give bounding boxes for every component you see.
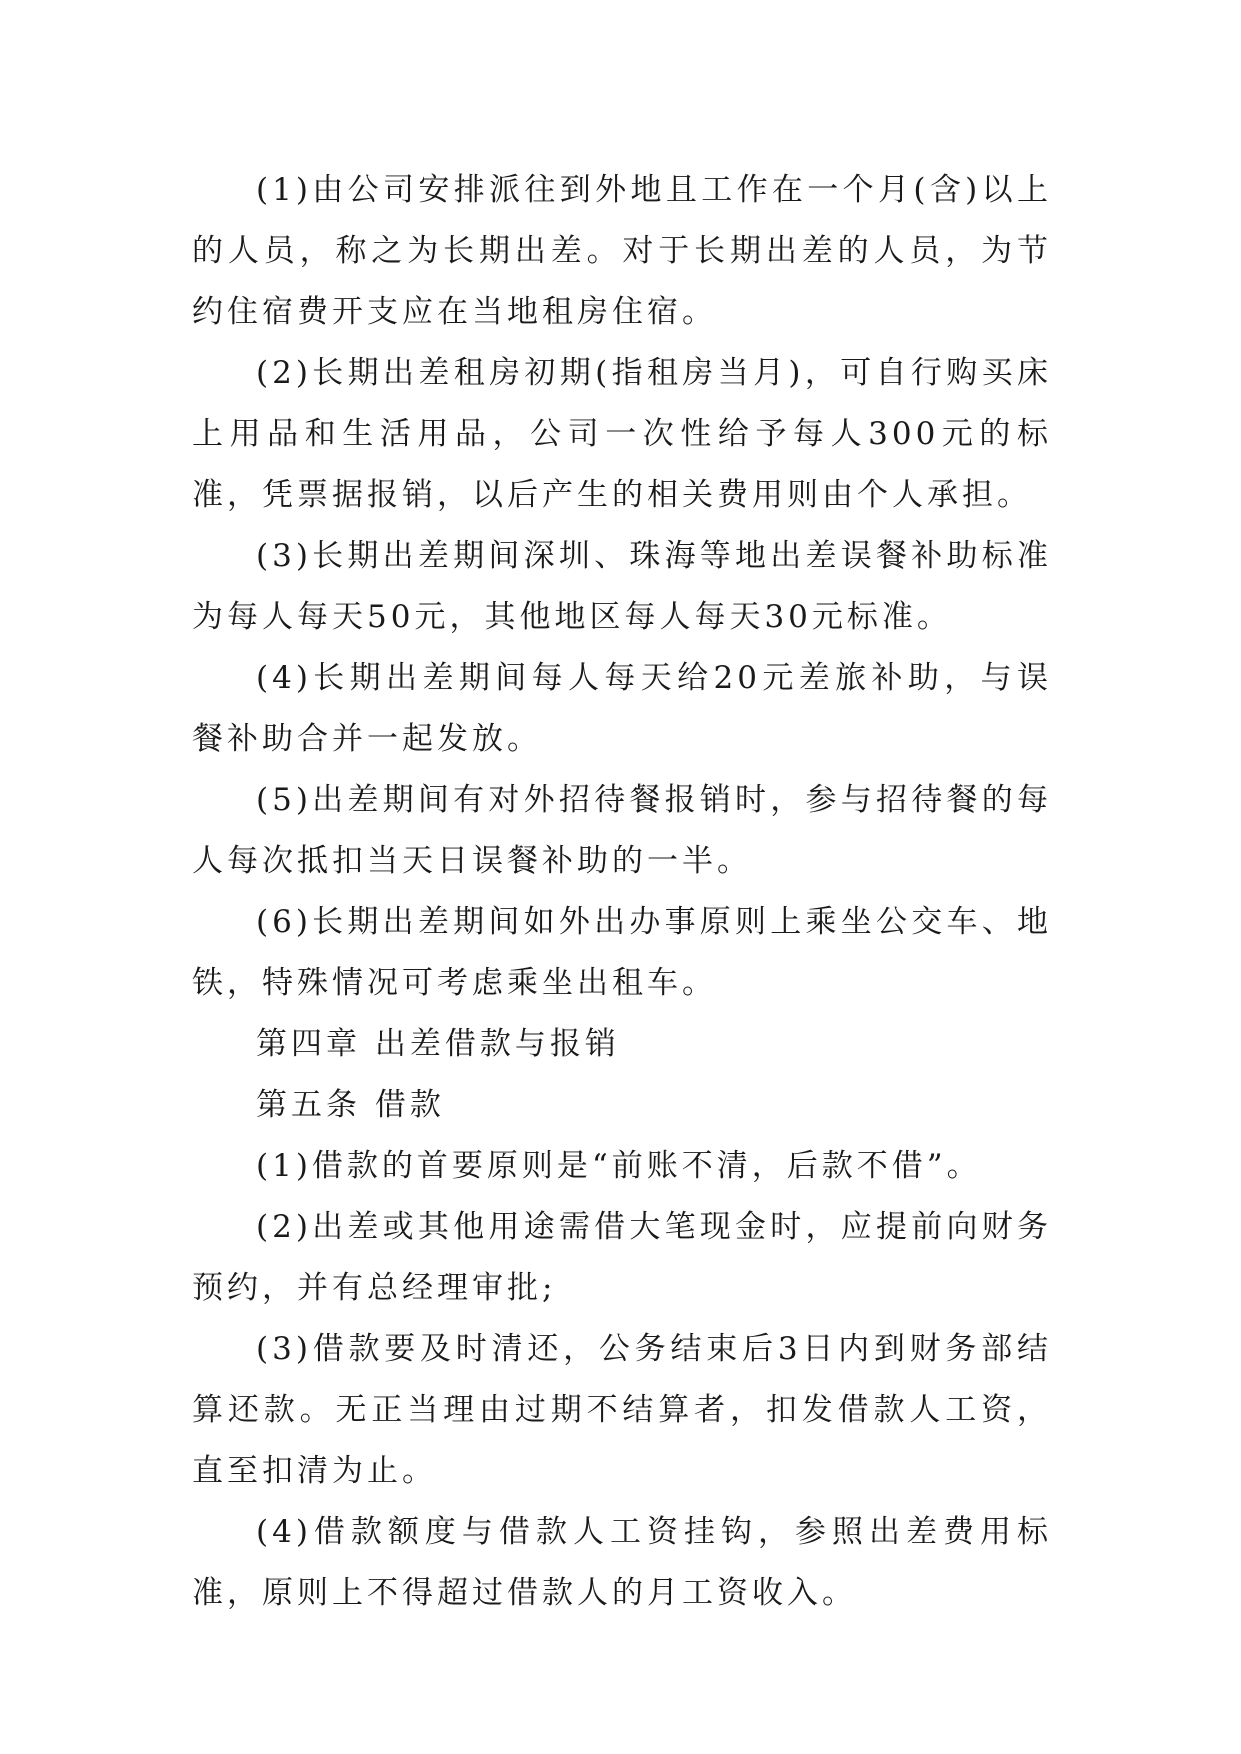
- paragraph-loan-repayment: (3)借款要及时清还，公务结束后3日内到财务部结算还款。无正当理由过期不结算者，扣发借款人工资，直至扣清为止。: [192, 1331, 1052, 1489]
- paragraph-loan-limit: (4)借款额度与借款人工资挂钩，参照出差费用标准，原则上不得超过借款人的月工资收入。: [192, 1514, 1052, 1611]
- paragraph-meal-allowance: (3)长期出差期间深圳、珠海等地出差误餐补助标准为每人每天50元，其他地区每人每天30元标准。: [192, 538, 1052, 635]
- paragraph-loan-principle: (1)借款的首要原则是“前账不清，后款不借”。: [256, 1148, 982, 1184]
- paragraph-long-term-definition: (1)由公司安排派往到外地且工作在一个月(含)以上的人员，称之为长期出差。对于长期出差的人员，为节约住宿费开支应在当地租房住宿。: [192, 172, 1052, 330]
- chapter-heading: 第四章 出差借款与报销: [256, 1026, 620, 1062]
- paragraph-rental-initial: (2)长期出差租房初期(指租房当月)，可自行购买床上用品和生活用品，公司一次性给予每人300元的标准，凭票据报销，以后产生的相关费用则由个人承担。: [192, 355, 1052, 513]
- paragraph-loan-appointment: (2)出差或其他用途需借大笔现金时，应提前向财务预约，并有总经理审批;: [192, 1209, 1052, 1306]
- paragraph-transport: (6)长期出差期间如外出办事原则上乘坐公交车、地铁，特殊情况可考虑乘坐出租车。: [192, 904, 1052, 1001]
- article-heading: 第五条 借款: [256, 1087, 445, 1123]
- document-body: [192, 160, 1052, 1624]
- paragraph-entertainment-deduction: (5)出差期间有对外招待餐报销时，参与招待餐的每人每次抵扣当天日误餐补助的一半。: [192, 782, 1052, 879]
- paragraph-travel-allowance: (4)长期出差期间每人每天给20元差旅补助，与误餐补助合并一起发放。: [192, 660, 1052, 757]
